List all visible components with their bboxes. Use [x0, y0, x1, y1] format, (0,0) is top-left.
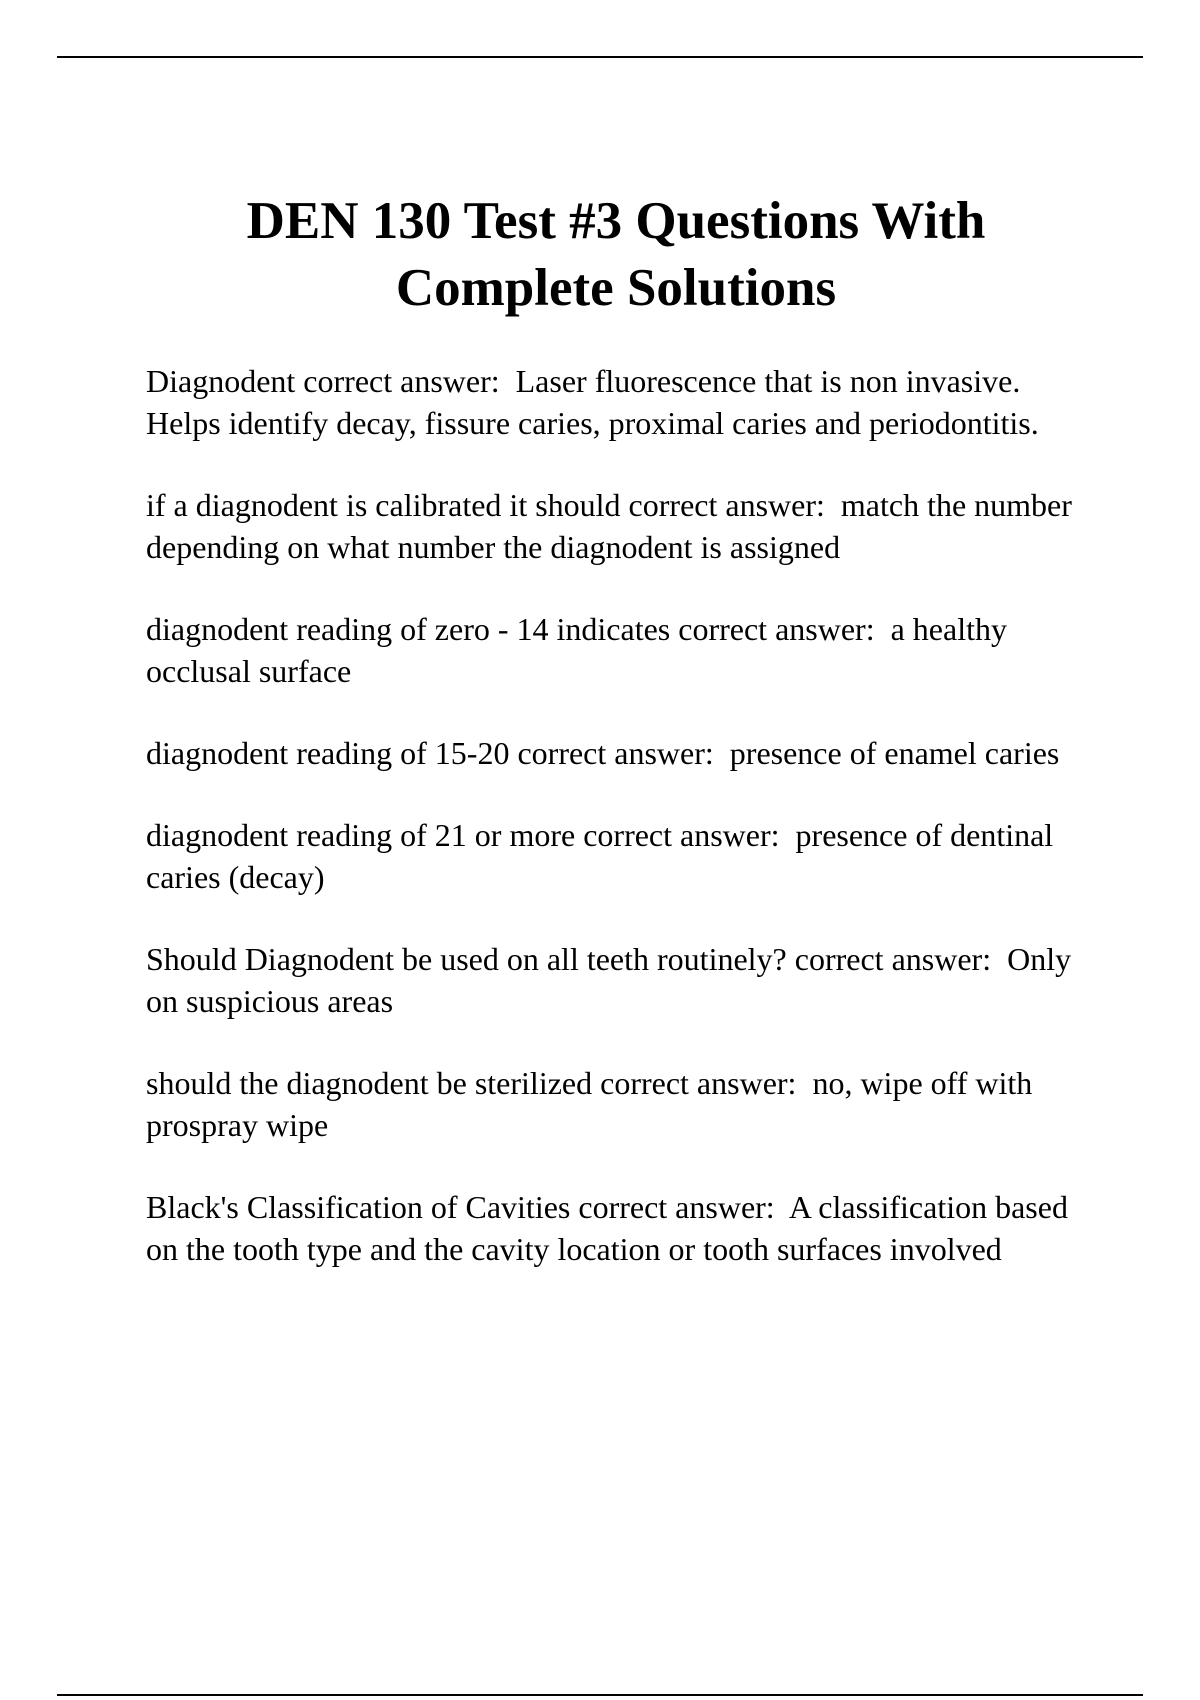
qa-entry-sterilization: should the diagnodent be sterilized correct answer: no, wipe off with prospray wipe [146, 1065, 1033, 1143]
qa-list [146, 360, 1096, 1310]
bottom-rule [57, 1694, 1143, 1696]
qa-entry-reading-21-plus: diagnodent reading of 21 or more correct answer: presence of dentinal caries (decay) [146, 817, 1054, 895]
qa-entry-reading-0-14: diagnodent reading of zero - 14 indicates correct answer: a healthy occlusal surface [146, 611, 1007, 689]
title-line-2: Complete Solutions [395, 259, 837, 317]
title-line-1: DEN 130 Test #3 Questions With [246, 192, 986, 250]
page-title [0, 188, 1200, 322]
top-rule [57, 56, 1143, 58]
qa-entry-calibration: if a diagnodent is calibrated it should correct answer: match the number depending on what number the diagnodent is assigned [146, 487, 1072, 565]
qa-entry-reading-15-20: diagnodent reading of 15-20 correct answer: presence of enamel caries [146, 735, 1060, 771]
qa-entry-diagnodent: Diagnodent correct answer: Laser fluorescence that is non invasive. Helps identify decay, fissure caries, proximal caries and periodontitis. [146, 363, 1039, 441]
qa-entry-blacks-classification: Black's Classification of Cavities correct answer: A classification based on the tooth type and the cavity location or tooth surfaces involved [146, 1189, 1068, 1267]
qa-entry-routine-use: Should Diagnodent be used on all teeth routinely? correct answer: Only on suspicious areas [146, 941, 1072, 1019]
